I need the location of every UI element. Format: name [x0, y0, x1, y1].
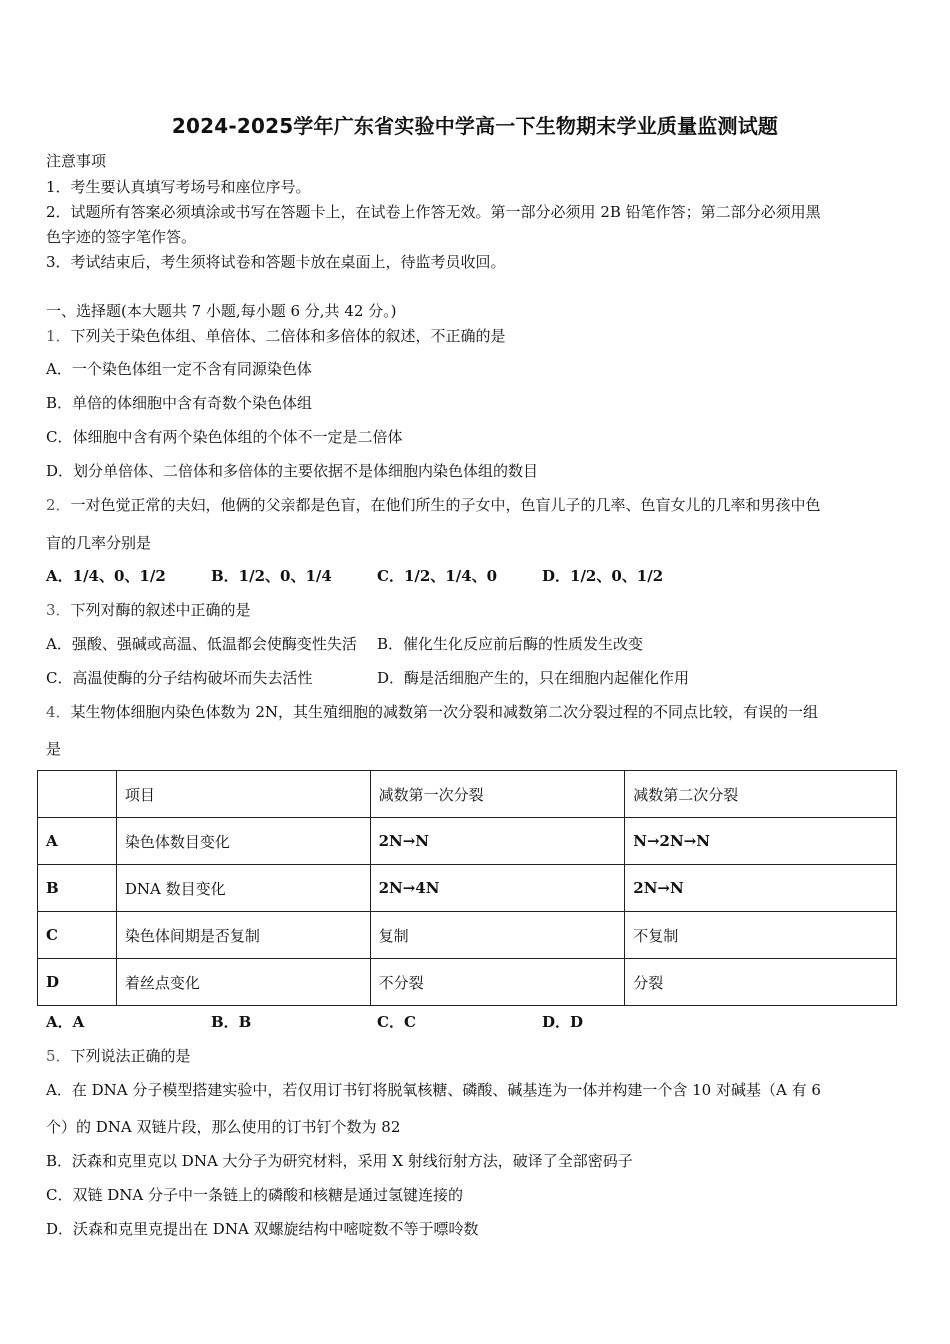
option-c: C．C — [377, 1013, 416, 1031]
table-cell: B — [38, 865, 117, 912]
option-c: C．双链 DNA 分子中一条链上的磷酸和核糖是通过氢键连接的 — [46, 1186, 463, 1204]
question-5-stem — [46, 1046, 191, 1066]
table-cell: 复制 — [370, 912, 625, 959]
question-2-stem-cont: 盲的几率分别是 — [46, 534, 152, 552]
option-b: B．1/2、0、1/4 — [211, 567, 332, 585]
option-d: D．划分单倍体、二倍体和多倍体的主要依据不是体细胞内染色体组的数目 — [46, 462, 539, 480]
option-d: D．D — [542, 1013, 584, 1031]
question-text: 下列说法正确的是 — [70, 1047, 191, 1065]
option-d: D．1/2、0、1/2 — [542, 567, 664, 585]
question-4-stem-cont: 是 — [46, 740, 62, 758]
table-cell: DNA 数目变化 — [116, 865, 370, 912]
table-cell: N→2N→N — [625, 818, 897, 865]
option-a-cont: 个）的 DNA 双链片段，那么使用的订书钉个数为 82 — [46, 1118, 401, 1136]
notice-item: 色字迹的签字笔作答。 — [46, 228, 197, 246]
option-b: B．单倍的体细胞中含有奇数个染色体组 — [46, 394, 313, 412]
question-text: 下列对酶的叙述中正确的是 — [70, 601, 251, 619]
comparison-table — [37, 770, 897, 1006]
table-cell: 染色体数目变化 — [116, 818, 370, 865]
table-row — [38, 959, 897, 1006]
table-cell — [38, 771, 117, 818]
notice-item: 3．考试结束后，考生须将试卷和答题卡放在桌面上，待监考员收回。 — [46, 253, 506, 271]
question-text: 下列关于染色体组、单倍体、二倍体和多倍体的叙述，不正确的是 — [70, 327, 506, 345]
option-d: D．沃森和克里克提出在 DNA 双螺旋结构中嘧啶数不等于嘌呤数 — [46, 1220, 479, 1238]
option-a: A．A — [46, 1013, 85, 1031]
table-cell: 2N→N — [625, 865, 897, 912]
question-2-stem — [46, 495, 821, 515]
page-title: 2024-2025学年广东省实验中学高一下生物期末学业质量监测试题 — [171, 114, 779, 138]
question-number: 4． — [46, 703, 71, 721]
table-cell: C — [38, 912, 117, 959]
notice-heading: 注意事项 — [46, 152, 107, 170]
option-a: A．1/4、0、1/2 — [46, 567, 166, 585]
table-header-cell: 减数第二次分裂 — [625, 771, 897, 818]
question-number: 3． — [46, 601, 71, 619]
table-row — [38, 865, 897, 912]
option-c: C．1/2、1/4、0 — [377, 567, 498, 585]
question-number: 1． — [46, 327, 71, 345]
option-b: B．B — [211, 1013, 252, 1031]
option-a: A．在 DNA 分子模型搭建实验中，若仅用订书钉将脱氧核糖、磷酸、碱基连为一体并构建一个含 10 对碱基（A 有 6 — [46, 1081, 821, 1099]
table-header-cell: 项目 — [116, 771, 370, 818]
option-c: C．高温使酶的分子结构破坏而失去活性 — [46, 669, 313, 687]
table-header-row — [38, 771, 897, 818]
table-cell: 2N→4N — [370, 865, 625, 912]
table-cell: 分裂 — [625, 959, 897, 1006]
table-cell: 着丝点变化 — [116, 959, 370, 1006]
question-1-stem — [46, 326, 506, 346]
notice-item: 1．考生要认真填写考场号和座位序号。 — [46, 178, 311, 196]
notice-item: 2．试题所有答案必须填涂或书写在答题卡上，在试卷上作答无效。第一部分必须用 2B 铅笔作答；第二部分必须用黑 — [46, 203, 821, 221]
option-d: D．酶是活细胞产生的，只在细胞内起催化作用 — [377, 669, 690, 687]
section-heading: 一、选择题(本大题共 7 小题,每小题 6 分,共 42 分。) — [46, 302, 397, 320]
table-cell: D — [38, 959, 117, 1006]
question-4-stem — [46, 702, 818, 722]
table-row — [38, 912, 897, 959]
table-cell: 不复制 — [625, 912, 897, 959]
question-text: 一对色觉正常的夫妇，他俩的父亲都是色盲，在他们所生的子女中，色盲儿子的几率、色盲女儿的几率和男孩中色 — [70, 496, 821, 514]
option-c: C．体细胞中含有两个染色体组的个体不一定是二倍体 — [46, 428, 403, 446]
table-cell: A — [38, 818, 117, 865]
table-row — [38, 818, 897, 865]
question-number: 5． — [46, 1047, 71, 1065]
option-a: A．强酸、强碱或高温、低温都会使酶变性失活 — [46, 635, 357, 653]
question-text: 某生物体细胞内染色体数为 2N，其生殖细胞的减数第一次分裂和减数第二次分裂过程的不同点比较，有误的一组 — [70, 703, 818, 721]
option-b: B．沃森和克里克以 DNA 大分子为研究材料，采用 X 射线衍射方法，破译了全部密码子 — [46, 1152, 633, 1170]
table-cell: 染色体间期是否复制 — [116, 912, 370, 959]
option-b: B．催化生化反应前后酶的性质发生改变 — [377, 635, 644, 653]
question-3-stem — [46, 600, 251, 620]
table-cell: 不分裂 — [370, 959, 625, 1006]
option-a: A．一个染色体组一定不含有同源染色体 — [46, 360, 312, 378]
table-cell: 2N→N — [370, 818, 625, 865]
question-number: 2． — [46, 496, 71, 514]
table-header-cell: 减数第一次分裂 — [370, 771, 625, 818]
